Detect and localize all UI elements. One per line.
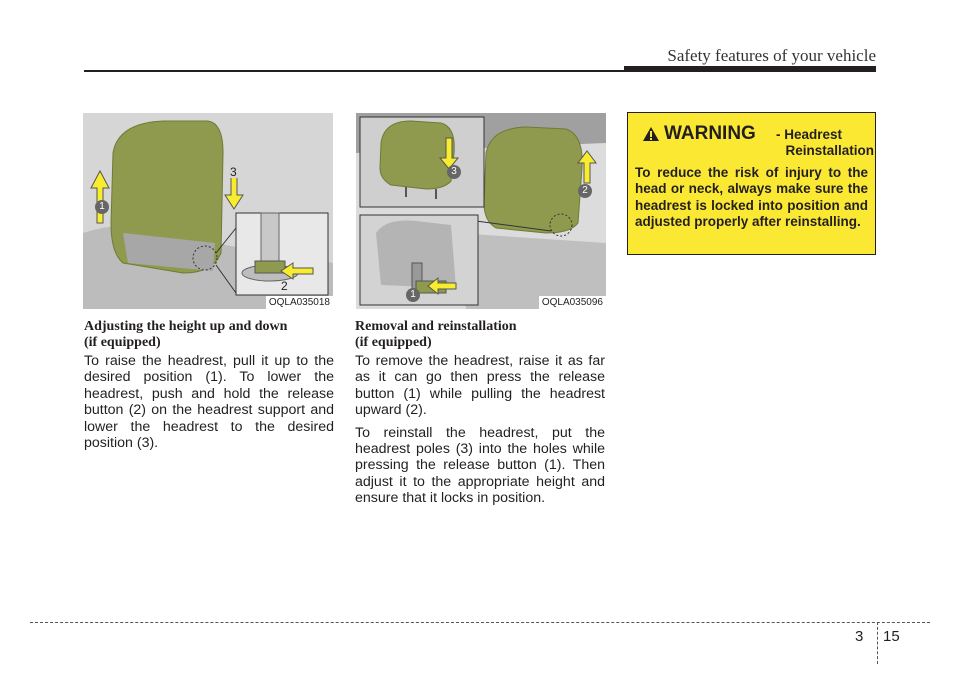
section-heading: Removal and reinstallation (if equipped) xyxy=(355,319,517,350)
headrest-height-illustration xyxy=(83,113,333,309)
warning-triangle-icon xyxy=(642,126,660,142)
page-number: 15 xyxy=(883,628,900,645)
section-body xyxy=(355,353,605,513)
section-heading: Adjusting the height up and down (if equipped) xyxy=(84,319,288,350)
warning-subtitle: - Headrest xyxy=(776,127,843,142)
warning-subtitle-2: Reinstallation xyxy=(785,143,874,158)
figure-code: OQLA035096 xyxy=(539,296,606,309)
figure-headrest-height xyxy=(83,113,333,309)
callout-1: 1 xyxy=(95,200,109,214)
figure-headrest-removal xyxy=(356,113,606,309)
footer-rule xyxy=(30,622,930,623)
callout-3: 3 xyxy=(230,165,237,179)
callout-3: 3 xyxy=(447,165,461,179)
footer-divider xyxy=(877,622,878,664)
paragraph: To raise the headrest, pull it up to the desired position (1). To lower the headrest, push and hold the release button (2) on the headrest support and lower the headrest to the desired position (3). xyxy=(84,353,334,452)
paragraph: To reinstall the headrest, put the headrest poles (3) into the holes while pressing the release button (1). Then adjust it to the appropriate height and ensure that it locks in position. xyxy=(355,424,605,507)
figure-code: OQLA035018 xyxy=(266,296,333,309)
warning-label: WARNING xyxy=(664,123,756,144)
headrest-removal-illustration xyxy=(356,113,606,309)
callout-2: 2 xyxy=(281,279,288,293)
warning-box xyxy=(627,112,876,255)
callout-2: 2 xyxy=(578,184,592,198)
chapter-number: 3 xyxy=(855,628,864,645)
page-header-title: Safety features of your vehicle xyxy=(667,46,876,65)
paragraph: To remove the headrest, raise it as far as it can go then press the release button (1) while pulling the headrest upward (2). xyxy=(355,353,605,419)
section-body xyxy=(84,353,334,457)
warning-header xyxy=(642,123,874,163)
header-rule-accent xyxy=(624,66,876,72)
callout-1: 1 xyxy=(406,288,420,302)
warning-text: To reduce the risk of injury to the head or neck, always make sure the headrest is locked into position and adjusted properly after reinstalling. xyxy=(635,165,868,230)
